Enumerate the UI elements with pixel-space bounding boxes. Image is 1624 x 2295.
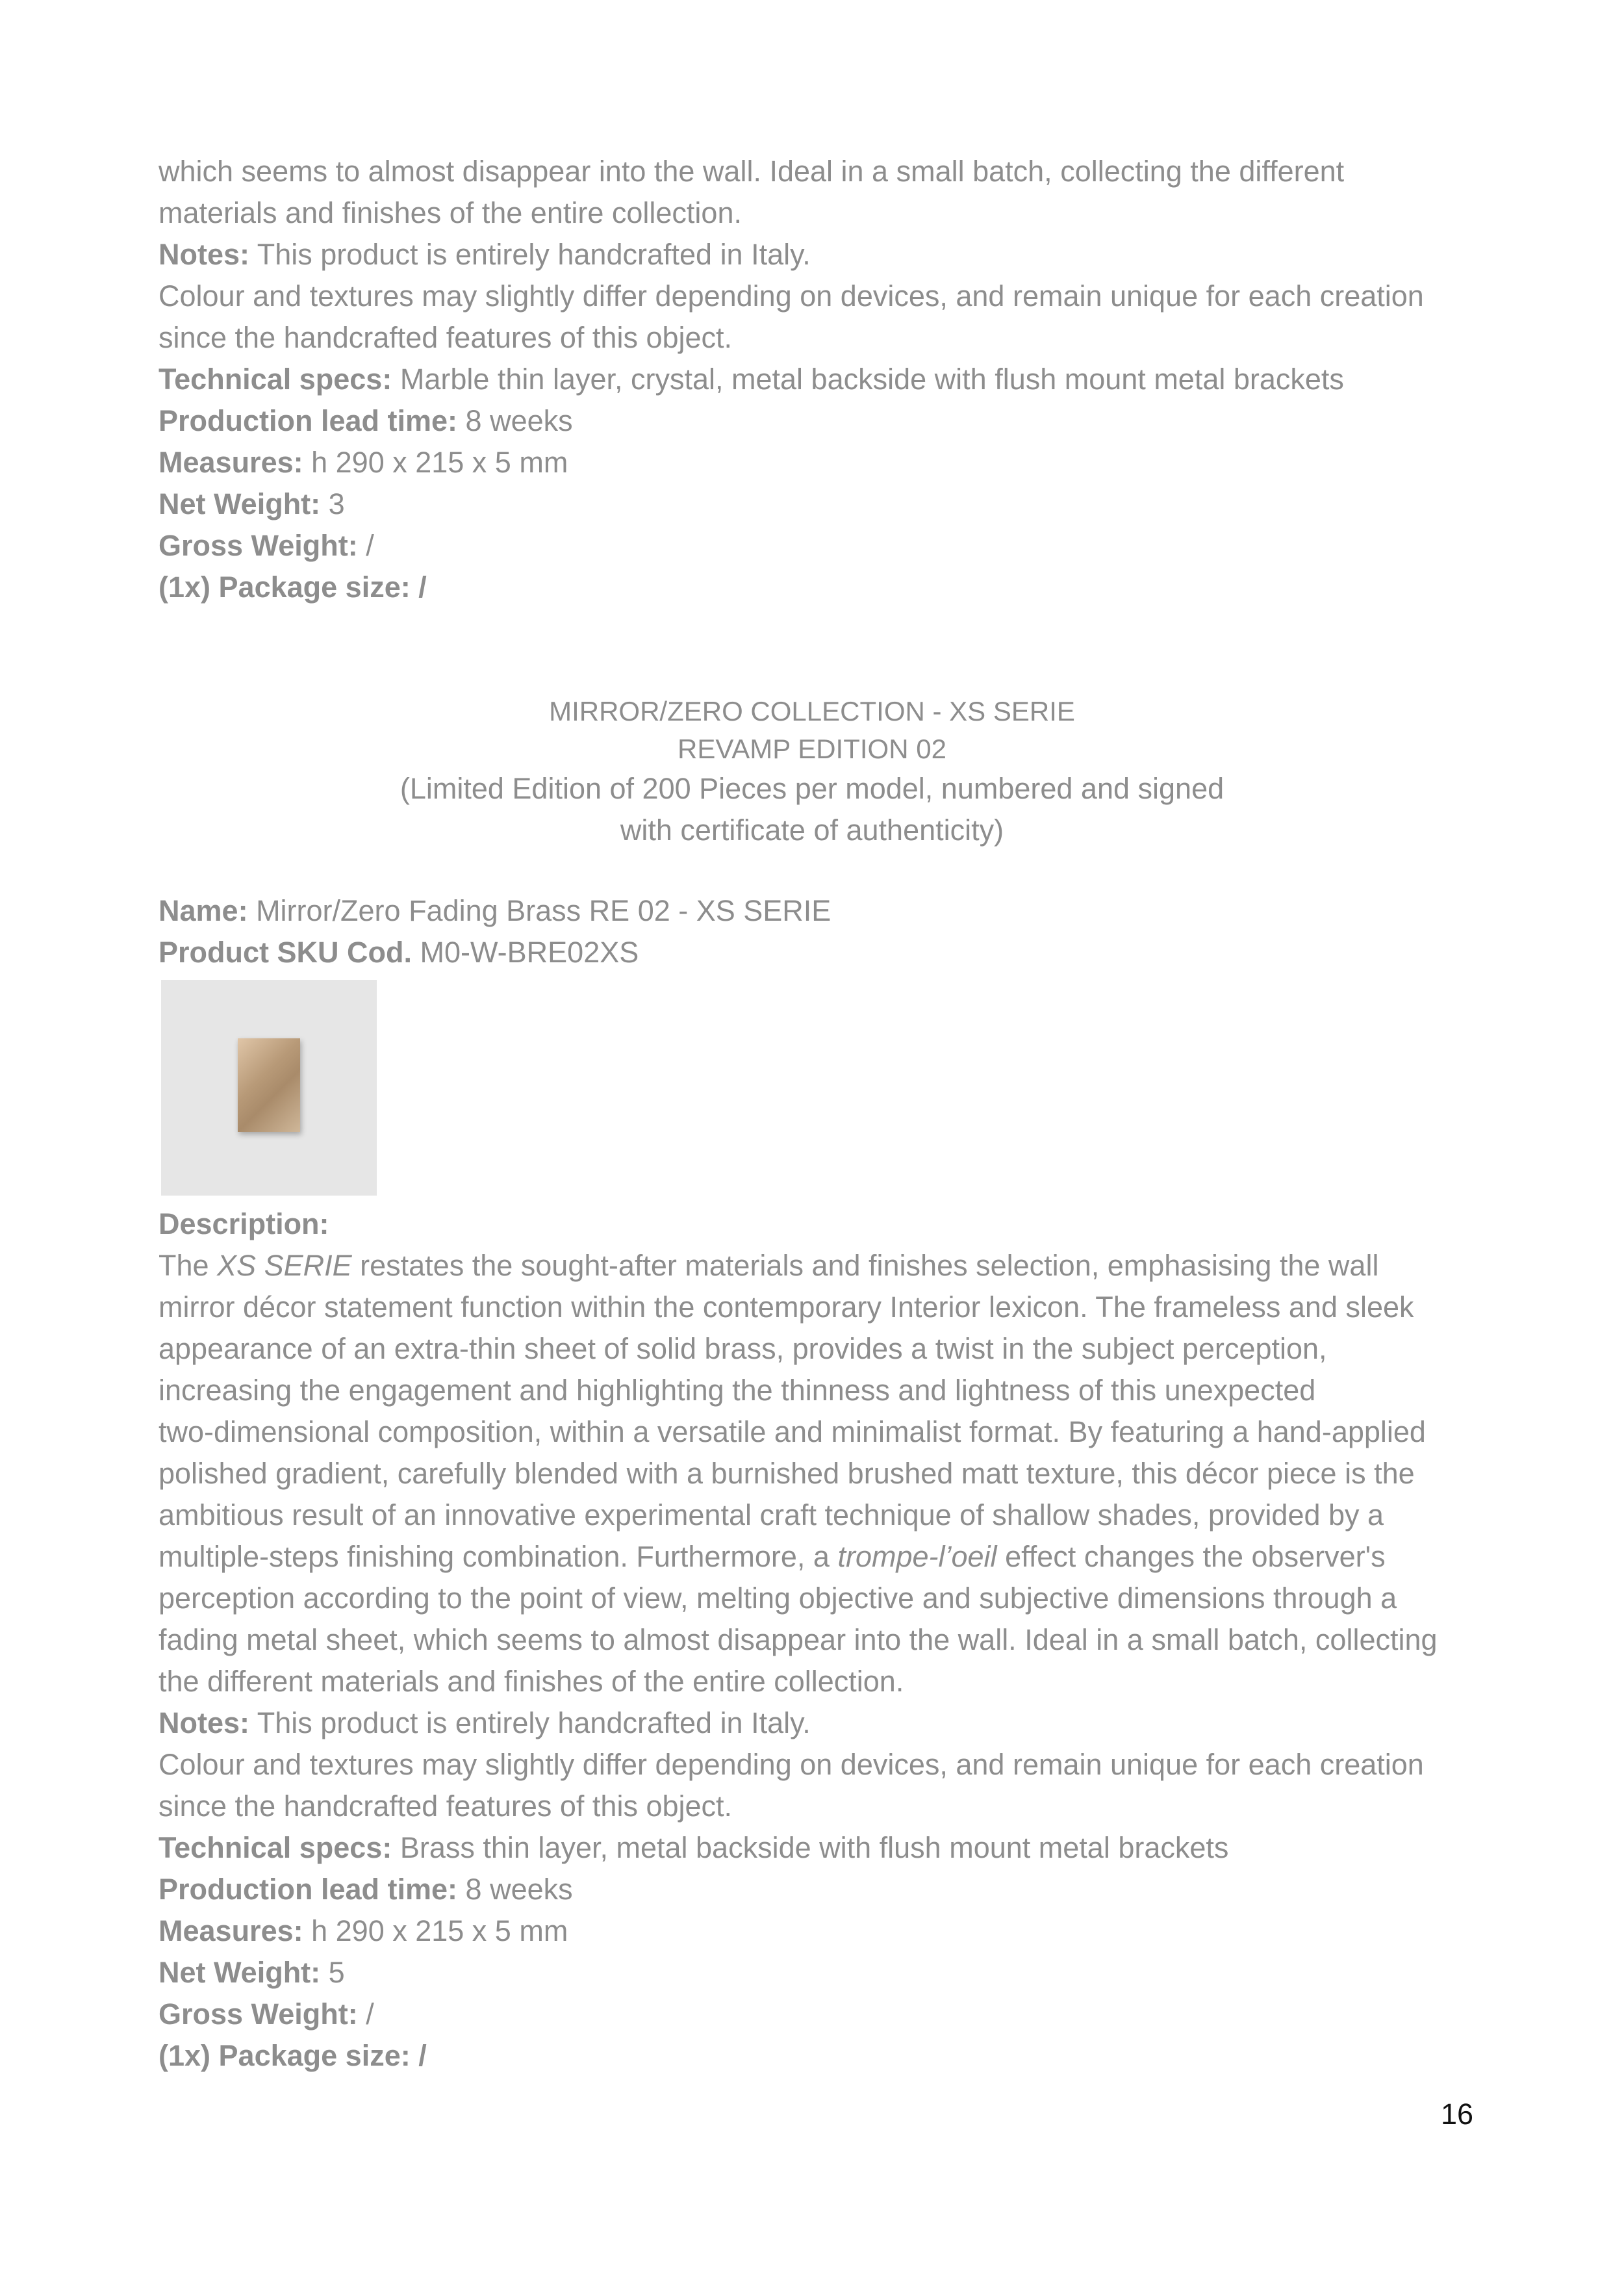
description-label: Description: (159, 1207, 329, 1240)
name-label: Name: (159, 894, 248, 927)
collection-title: MIRROR/ZERO COLLECTION - XS SERIE (549, 696, 1075, 726)
net-weight-row (159, 483, 1484, 525)
gross-weight-value: / (357, 1997, 374, 2031)
net-weight-value: 3 (320, 487, 345, 520)
description-text: which seems to almost disappear into the wall. Ideal in a small batch, collecting the different (159, 155, 1345, 188)
measures-label: Measures: (159, 1914, 303, 1947)
description-fragment: multiple-steps finishing combination. Furthermore, a (159, 1540, 838, 1573)
technical-specs-label: Technical specs: (159, 1831, 392, 1864)
measures-value: h 290 x 215 x 5 mm (303, 1914, 568, 1947)
gross-weight-value: / (357, 529, 374, 562)
lead-time-value: 8 weeks (457, 404, 573, 437)
lead-time-row (159, 400, 1484, 442)
lead-time-row (159, 1869, 1484, 1910)
lead-time-value: 8 weeks (457, 1873, 573, 1906)
collection-header (0, 693, 1624, 851)
technical-specs-value: Marble thin layer, crystal, metal backside with flush mount metal brackets (392, 363, 1344, 396)
description-text (159, 1245, 1484, 1287)
notes-label: Notes: (159, 238, 250, 271)
notes-label: Notes: (159, 1706, 250, 1739)
series-name: XS SERIE (217, 1249, 352, 1282)
net-weight-label: Net Weight: (159, 487, 321, 520)
description-text: the different materials and finishes of the entire collection. (159, 1665, 904, 1698)
description-text: perception according to the point of view, melting objective and subjective dimensions through a (159, 1582, 1397, 1615)
gross-weight-row (159, 525, 1484, 567)
measures-row (159, 1910, 1484, 1952)
description-text: fading metal sheet, which seems to almost disappear into the wall. Ideal in a small batch, collecting (159, 1623, 1438, 1656)
description-text: polished gradient, carefully blended with a burnished brushed matt texture, this décor piece is the (159, 1457, 1415, 1490)
net-weight-row (159, 1952, 1484, 1994)
package-size-row: (1x) Package size: / (159, 2039, 427, 2072)
technical-specs-row (159, 1827, 1484, 1869)
description-fragment: restates the sought-after materials and finishes selection, emphasising the wall (351, 1249, 1379, 1282)
measures-label: Measures: (159, 446, 303, 479)
limited-edition-note: (Limited Edition of 200 Pieces per model, numbered and signed (400, 772, 1224, 805)
lead-time-label: Production lead time: (159, 1873, 458, 1906)
technical-specs-row (159, 359, 1484, 400)
notes-row (159, 1702, 1484, 1744)
product-section (159, 890, 1484, 2077)
description-text: materials and finishes of the entire collection. (159, 196, 742, 229)
measures-row (159, 442, 1484, 483)
description-text (159, 1536, 1484, 1578)
net-weight-label: Net Weight: (159, 1956, 321, 1989)
product-name: Mirror/Zero Fading Brass RE 02 - XS SERIE (247, 894, 831, 927)
description-fragment: effect changes the observer's (996, 1540, 1386, 1573)
section-gap (159, 851, 1484, 890)
edition-title: REVAMP EDITION 02 (678, 734, 946, 764)
colour-note: since the handcrafted features of this object. (159, 1789, 733, 1823)
document-page (159, 151, 1484, 2077)
product-sku: M0-W-BRE02XS (412, 936, 639, 969)
notes-value: This product is entirely handcrafted in Italy. (249, 238, 811, 271)
net-weight-value: 5 (320, 1956, 345, 1989)
colour-note: since the handcrafted features of this object. (159, 321, 733, 354)
technical-specs-value: Brass thin layer, metal backside with flush mount metal brackets (392, 1831, 1229, 1864)
description-text: mirror décor statement function within the contemporary Interior lexicon. The frameless and sleek (159, 1290, 1414, 1324)
sku-label: Product SKU Cod. (159, 936, 412, 969)
limited-edition-note: with certificate of authenticity) (620, 814, 1004, 847)
lead-time-label: Production lead time: (159, 404, 458, 437)
description-text: appearance of an extra-thin sheet of solid brass, provides a twist in the subject perception, (159, 1332, 1327, 1365)
notes-value: This product is entirely handcrafted in Italy. (249, 1706, 811, 1739)
product-sku-row (159, 932, 1484, 973)
section-gap (159, 608, 1484, 693)
measures-value: h 290 x 215 x 5 mm (303, 446, 568, 479)
page-number: 16 (1440, 2097, 1473, 2131)
gross-weight-label: Gross Weight: (159, 1997, 358, 2031)
product-image (161, 980, 377, 1196)
gross-weight-label: Gross Weight: (159, 529, 358, 562)
description-fragment: The (159, 1249, 218, 1282)
description-text: increasing the engagement and highlighting the thinness and lightness of this unexpected (159, 1374, 1316, 1407)
gross-weight-row (159, 1994, 1484, 2035)
mirror-thumbnail (238, 1038, 300, 1132)
package-size-row: (1x) Package size: / (159, 571, 427, 604)
product-name-row (159, 890, 1484, 932)
description-text: ambitious result of an innovative experimental craft technique of shallow shades, provided by a (159, 1498, 1384, 1532)
notes-row (159, 234, 1484, 276)
trompe-loeil-term: trompe-l’oeil (837, 1540, 997, 1573)
colour-note: Colour and textures may slightly differ depending on devices, and remain unique for each creation (159, 279, 1424, 313)
previous-product-section (159, 151, 1484, 608)
description-text: two-dimensional composition, within a versatile and minimalist format. By featuring a hand-applied (159, 1415, 1426, 1448)
technical-specs-label: Technical specs: (159, 363, 392, 396)
colour-note: Colour and textures may slightly differ depending on devices, and remain unique for each creation (159, 1748, 1424, 1781)
